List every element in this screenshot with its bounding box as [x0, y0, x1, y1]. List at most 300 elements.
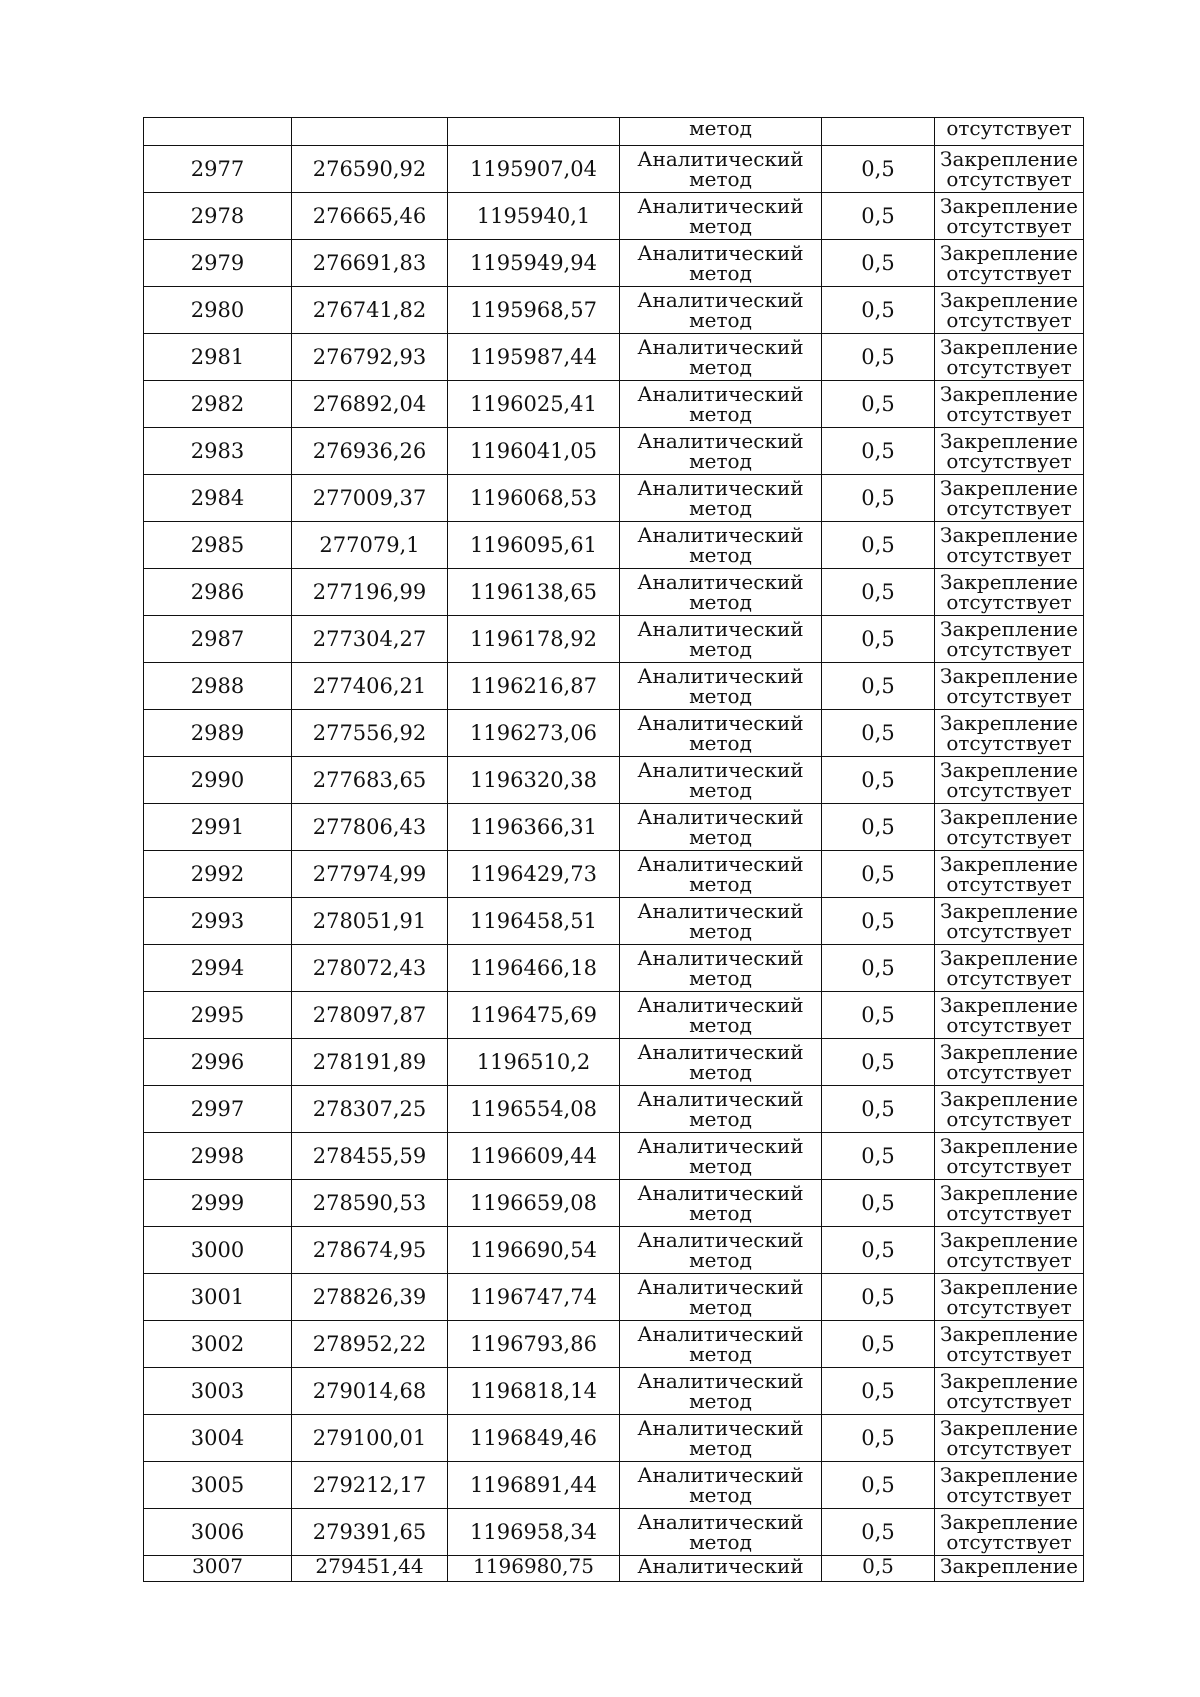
- y-coordinate-cell: [448, 1274, 620, 1321]
- point-number: 2990: [190, 768, 245, 792]
- fixing-line-2: отсутствует: [946, 731, 1072, 755]
- error-cell: [822, 1227, 935, 1274]
- error-cell: [822, 287, 935, 334]
- method-line-2: метод: [689, 1295, 752, 1319]
- y-coordinate-cell: [448, 1227, 620, 1274]
- point-number: 3007: [192, 1555, 243, 1578]
- y-coordinate: 1196320,38: [470, 768, 597, 792]
- method-line-1: Аналитический: [637, 1463, 804, 1487]
- error-value: 0,5: [861, 1003, 895, 1027]
- fixing-line-1: Закрепление: [940, 946, 1078, 970]
- y-coordinate-cell: [448, 522, 620, 569]
- y-coordinate: 1195987,44: [470, 345, 597, 369]
- error-cell: [822, 1086, 935, 1133]
- y-coordinate-cell: [448, 118, 620, 146]
- method-line-2: метод: [689, 543, 752, 567]
- table-row: [144, 757, 1084, 804]
- y-coordinate: 1196466,18: [470, 956, 597, 980]
- x-coordinate: 279100,01: [312, 1426, 427, 1450]
- fixing-cell: [935, 1039, 1084, 1086]
- point-number: 3006: [190, 1520, 245, 1544]
- error-value: 0,5: [861, 1426, 895, 1450]
- method-cell: [620, 1039, 822, 1086]
- x-coordinate: 278590,53: [312, 1191, 427, 1215]
- method-line-1: Аналитический: [637, 1087, 804, 1111]
- x-coordinate-cell: [292, 1086, 448, 1133]
- error-cell: [822, 851, 935, 898]
- fixing-line-2: отсутствует: [946, 214, 1072, 238]
- method-line-2: метод: [689, 919, 752, 943]
- method-cell: [620, 1274, 822, 1321]
- x-coordinate: 277009,37: [312, 486, 427, 510]
- point-number-cell: [144, 1274, 292, 1321]
- y-coordinate: 1195968,57: [470, 298, 597, 322]
- x-coordinate-cell: [292, 1039, 448, 1086]
- table-row: [144, 1415, 1084, 1462]
- error-value: 0,5: [861, 1238, 895, 1262]
- table-row: [144, 945, 1084, 992]
- x-coordinate-cell: [292, 710, 448, 757]
- y-coordinate-cell: [448, 1368, 620, 1415]
- method-line-2: метод: [689, 1389, 752, 1413]
- method-cell: [620, 1180, 822, 1227]
- error-cell: [822, 1321, 935, 1368]
- point-number-cell: [144, 757, 292, 804]
- x-coordinate-cell: [292, 146, 448, 193]
- fixing-line-1: Закрепление: [940, 899, 1078, 923]
- y-coordinate-cell: [448, 146, 620, 193]
- x-coordinate-cell: [292, 522, 448, 569]
- method-cell: [620, 1556, 822, 1582]
- x-coordinate: 276590,92: [312, 157, 427, 181]
- error-cell: [822, 381, 935, 428]
- y-coordinate-cell: [448, 334, 620, 381]
- method-line-1: Аналитический: [637, 1275, 804, 1299]
- x-coordinate: 278455,59: [312, 1144, 427, 1168]
- fixing-line-2: отсутствует: [946, 1483, 1072, 1507]
- y-coordinate-cell: [448, 851, 620, 898]
- fixing-line-1: Закрепление: [940, 1228, 1078, 1252]
- table-row: [144, 428, 1084, 475]
- table-row: [144, 522, 1084, 569]
- method-cell: [620, 428, 822, 475]
- fixing-line-1: Закрепление: [940, 335, 1078, 359]
- table-row: [144, 616, 1084, 663]
- point-number-cell: [144, 616, 292, 663]
- point-number: 2992: [190, 862, 245, 886]
- fixing-line-2: отсутствует: [946, 1060, 1072, 1084]
- error-value: 0,5: [861, 439, 895, 463]
- error-cell: [822, 1133, 935, 1180]
- fixing-line-2: отсутствует: [946, 1436, 1072, 1460]
- method-cell: [620, 1321, 822, 1368]
- y-coordinate: 1196475,69: [470, 1003, 597, 1027]
- method-line-2: метод: [689, 778, 752, 802]
- point-number-cell: [144, 381, 292, 428]
- error-value: 0,5: [861, 1144, 895, 1168]
- x-coordinate: 278674,95: [312, 1238, 427, 1262]
- method-line-1: Аналитический: [637, 946, 804, 970]
- y-coordinate-cell: [448, 992, 620, 1039]
- point-number-cell: [144, 1039, 292, 1086]
- error-value: 0,5: [861, 1050, 895, 1074]
- point-number: 2999: [190, 1191, 245, 1215]
- error-cell: [822, 663, 935, 710]
- fixing-cell: [935, 710, 1084, 757]
- method-line-1: Аналитический: [637, 335, 804, 359]
- table-row: [144, 1274, 1084, 1321]
- table-row: [144, 146, 1084, 193]
- point-number-cell: [144, 1180, 292, 1227]
- fixing-line-2: отсутствует: [946, 1201, 1072, 1225]
- fixing-line-2: отсутствует: [946, 684, 1072, 708]
- fixing-cell: [935, 1556, 1084, 1582]
- x-coordinate: 279391,65: [312, 1520, 427, 1544]
- point-number: 2997: [190, 1097, 245, 1121]
- fixing-cell: [935, 428, 1084, 475]
- fixing-line-2: отсутствует: [946, 1295, 1072, 1319]
- fixing-cell: [935, 1462, 1084, 1509]
- x-coordinate-cell: [292, 428, 448, 475]
- method-line-2: метод: [689, 1436, 752, 1460]
- x-coordinate-cell: [292, 1133, 448, 1180]
- table-row-cut: [144, 1556, 1084, 1582]
- x-coordinate: 278826,39: [312, 1285, 427, 1309]
- fixing-cell: [935, 1368, 1084, 1415]
- point-number: 2986: [190, 580, 245, 604]
- error-value: 0,5: [861, 815, 895, 839]
- point-number-cell: [144, 287, 292, 334]
- error-cell: [822, 804, 935, 851]
- x-coordinate: 277683,65: [312, 768, 427, 792]
- method-line-1: Аналитический: [637, 758, 804, 782]
- y-coordinate-cell: [448, 1321, 620, 1368]
- error-cell: [822, 992, 935, 1039]
- error-value: 0,5: [861, 909, 895, 933]
- point-number: 2989: [190, 721, 245, 745]
- point-number: 3000: [190, 1238, 245, 1262]
- point-number-cell: [144, 1133, 292, 1180]
- y-coordinate: 1196178,92: [470, 627, 597, 651]
- fixing-line-1: Закрепление: [940, 523, 1078, 547]
- y-coordinate: 1196659,08: [470, 1191, 597, 1215]
- method-line-2: метод: [689, 167, 752, 191]
- fixing-cell: [935, 992, 1084, 1039]
- method-line-2: метод: [689, 1013, 752, 1037]
- fixing-line-1: Закрепление: [940, 429, 1078, 453]
- y-coordinate: 1196747,74: [470, 1285, 597, 1309]
- y-coordinate-cell: [448, 757, 620, 804]
- error-cell: [822, 945, 935, 992]
- error-value: 0,5: [861, 862, 895, 886]
- y-coordinate-cell: [448, 1180, 620, 1227]
- method-line-2: метод: [689, 1154, 752, 1178]
- point-number-cell: [144, 710, 292, 757]
- point-number-cell: [144, 240, 292, 287]
- x-coordinate-cell: [292, 569, 448, 616]
- method-line-2: метод: [689, 590, 752, 614]
- x-coordinate: 276665,46: [312, 204, 427, 228]
- fixing-line-1: Закрепление: [940, 241, 1078, 265]
- table-row: [144, 1180, 1084, 1227]
- table-row: [144, 1133, 1084, 1180]
- error-cell: [822, 1556, 935, 1582]
- error-cell: [822, 334, 935, 381]
- point-number: 2982: [190, 392, 245, 416]
- method-line-2: метод: [689, 355, 752, 379]
- method-cell: [620, 1086, 822, 1133]
- table-row: [144, 851, 1084, 898]
- fixing-line-2: отсутствует: [946, 1389, 1072, 1413]
- error-value: 0,5: [861, 768, 895, 792]
- error-cell: [822, 1039, 935, 1086]
- y-coordinate-cell: [448, 1462, 620, 1509]
- x-coordinate: 279451,44: [315, 1555, 424, 1578]
- fixing-line-2: отсутствует: [946, 778, 1072, 802]
- point-number: 2995: [190, 1003, 245, 1027]
- method-cell: [620, 146, 822, 193]
- x-coordinate-cell: [292, 1227, 448, 1274]
- fixing-line-1: Закрепление: [940, 664, 1078, 688]
- fixing-line-1: Закрепление: [940, 1181, 1078, 1205]
- x-coordinate: 278191,89: [312, 1050, 427, 1074]
- point-number: 2994: [190, 956, 245, 980]
- point-number-cell: [144, 663, 292, 710]
- table-row: [144, 240, 1084, 287]
- fixing-cell: [935, 522, 1084, 569]
- x-coordinate-cell: [292, 475, 448, 522]
- point-number: 2980: [190, 298, 245, 322]
- error-value: 0,5: [862, 1555, 894, 1578]
- point-number: 2978: [190, 204, 245, 228]
- error-cell: [822, 1180, 935, 1227]
- y-coordinate-cell: [448, 240, 620, 287]
- x-coordinate-cell: [292, 381, 448, 428]
- x-coordinate-cell: [292, 851, 448, 898]
- method-line-1: Аналитический: [637, 1322, 804, 1346]
- point-number: 2979: [190, 251, 245, 275]
- x-coordinate-cell: [292, 1509, 448, 1556]
- x-coordinate: 276691,83: [312, 251, 427, 275]
- fixing-line-2: отсутствует: [946, 637, 1072, 661]
- fixing-line-2: отсутствует: [946, 167, 1072, 191]
- point-number: 2991: [190, 815, 245, 839]
- y-coordinate: 1196138,65: [470, 580, 597, 604]
- method-line-1: Аналитический: [637, 899, 804, 923]
- error-cell: [822, 1462, 935, 1509]
- method-line-1: Аналитический: [637, 288, 804, 312]
- method-line-2: метод: [689, 731, 752, 755]
- table-row: [144, 804, 1084, 851]
- fixing-line-2: отсутствует: [946, 1248, 1072, 1272]
- fixing-line-1: Закрепление: [940, 1275, 1078, 1299]
- fixing-line-2: отсутствует: [946, 308, 1072, 332]
- method-line-2: метод: [689, 825, 752, 849]
- y-coordinate: 1196429,73: [470, 862, 597, 886]
- table-row: [144, 663, 1084, 710]
- y-coordinate-cell: [448, 428, 620, 475]
- x-coordinate: 279014,68: [312, 1379, 427, 1403]
- fixing-cell: [935, 663, 1084, 710]
- x-coordinate-cell: [292, 334, 448, 381]
- method-line-2: метод: [689, 1530, 752, 1554]
- point-number-cell: [144, 569, 292, 616]
- y-coordinate: 1195949,94: [470, 251, 597, 275]
- x-coordinate-cell: [292, 804, 448, 851]
- fixing-cell: [935, 945, 1084, 992]
- x-coordinate: 277196,99: [312, 580, 427, 604]
- fixing-cell: [935, 1274, 1084, 1321]
- y-coordinate-cell: [448, 193, 620, 240]
- method-text: метод: [689, 117, 752, 140]
- x-coordinate: 278307,25: [312, 1097, 427, 1121]
- point-number: 2977: [190, 157, 245, 181]
- y-coordinate: 1196041,05: [470, 439, 597, 463]
- point-number-cell: [144, 898, 292, 945]
- y-coordinate-cell: [448, 569, 620, 616]
- method-cell: [620, 1462, 822, 1509]
- point-number: 2985: [190, 533, 245, 557]
- error-value: 0,5: [861, 674, 895, 698]
- error-value: 0,5: [861, 157, 895, 181]
- method-cell: [620, 475, 822, 522]
- x-coordinate-cell: [292, 757, 448, 804]
- point-number-cell: [144, 804, 292, 851]
- method-line-1: Аналитический: [637, 1040, 804, 1064]
- fixing-cell: [935, 118, 1084, 146]
- table-row: [144, 193, 1084, 240]
- error-value: 0,5: [861, 627, 895, 651]
- y-coordinate: 1196958,34: [470, 1520, 597, 1544]
- fixing-cell: [935, 381, 1084, 428]
- point-number-cell: [144, 945, 292, 992]
- error-value: 0,5: [861, 956, 895, 980]
- error-value: 0,5: [861, 721, 895, 745]
- method-line-2: метод: [689, 1107, 752, 1131]
- y-coordinate-cell: [448, 710, 620, 757]
- x-coordinate: 277304,27: [312, 627, 427, 651]
- point-number: 2993: [190, 909, 245, 933]
- fixing-cell: [935, 1133, 1084, 1180]
- fixing-line-1: Закрепление: [940, 147, 1078, 171]
- fixing-cell: [935, 1415, 1084, 1462]
- fixing-line-1: Закрепление: [940, 711, 1078, 735]
- x-coordinate: 277406,21: [312, 674, 427, 698]
- point-number: 3005: [190, 1473, 245, 1497]
- method-line-2: метод: [689, 1201, 752, 1225]
- error-value: 0,5: [861, 392, 895, 416]
- point-number: 3004: [190, 1426, 245, 1450]
- point-number-cell: [144, 522, 292, 569]
- y-coordinate: 1196510,2: [476, 1050, 591, 1074]
- x-coordinate-cell: [292, 1415, 448, 1462]
- x-coordinate-cell: [292, 193, 448, 240]
- error-value: 0,5: [861, 345, 895, 369]
- point-number: 3002: [190, 1332, 245, 1356]
- x-coordinate: 276936,26: [312, 439, 427, 463]
- fixing-line-2: отсутствует: [946, 825, 1072, 849]
- point-number-cell: [144, 1462, 292, 1509]
- method-line-1: Аналитический: [637, 523, 804, 547]
- point-number-cell: [144, 1321, 292, 1368]
- fixing-line-2: отсутствует: [946, 1342, 1072, 1366]
- fixing-line-1: Закрепление: [940, 1510, 1078, 1534]
- method-line-1: Аналитический: [637, 993, 804, 1017]
- method-line-2: метод: [689, 1342, 752, 1366]
- error-value: 0,5: [861, 1191, 895, 1215]
- table-row-continued: [144, 118, 1084, 146]
- x-coordinate-cell: [292, 240, 448, 287]
- fixing-line-2: отсутствует: [946, 872, 1072, 896]
- fixing-line-2: отсутствует: [946, 590, 1072, 614]
- x-coordinate: 276741,82: [312, 298, 427, 322]
- point-number-cell: [144, 1368, 292, 1415]
- fixing-line-2: отсутствует: [946, 1107, 1072, 1131]
- y-coordinate: 1196216,87: [470, 674, 597, 698]
- error-cell: [822, 522, 935, 569]
- point-number: 2998: [190, 1144, 245, 1168]
- fixing-line-2: отсутствует: [946, 1013, 1072, 1037]
- method-cell: [620, 1133, 822, 1180]
- method-line-1: Аналитический: [637, 1416, 804, 1440]
- method-line-1: Аналитический: [637, 147, 804, 171]
- x-coordinate: 277556,92: [312, 721, 427, 745]
- y-coordinate: 1196554,08: [470, 1097, 597, 1121]
- coordinates-table: [143, 117, 1084, 1582]
- error-value: 0,5: [861, 486, 895, 510]
- method-cell: [620, 1509, 822, 1556]
- y-coordinate: 1196690,54: [470, 1238, 597, 1262]
- y-coordinate: 1196818,14: [470, 1379, 597, 1403]
- table-row: [144, 334, 1084, 381]
- x-coordinate-cell: [292, 898, 448, 945]
- y-coordinate-cell: [448, 663, 620, 710]
- fixing-cell: [935, 898, 1084, 945]
- point-number: 2981: [190, 345, 245, 369]
- method-line-2: метод: [689, 637, 752, 661]
- x-coordinate-cell: [292, 1462, 448, 1509]
- table-row: [144, 381, 1084, 428]
- point-number-cell: [144, 1086, 292, 1133]
- fixing-line-1: Закрепление: [940, 194, 1078, 218]
- table-row: [144, 710, 1084, 757]
- y-coordinate: 1196068,53: [470, 486, 597, 510]
- y-coordinate: 1196793,86: [470, 1332, 597, 1356]
- table-row: [144, 1509, 1084, 1556]
- error-value: 0,5: [861, 1520, 895, 1544]
- method-cell: [620, 757, 822, 804]
- fixing-line-2: отсутствует: [946, 966, 1072, 990]
- x-coordinate-cell: [292, 118, 448, 146]
- x-coordinate-cell: [292, 616, 448, 663]
- y-coordinate-cell: [448, 1509, 620, 1556]
- table-row: [144, 287, 1084, 334]
- error-cell: [822, 898, 935, 945]
- point-number: 2984: [190, 486, 245, 510]
- fixing-cell: [935, 569, 1084, 616]
- y-coordinate: 1196025,41: [470, 392, 597, 416]
- y-coordinate: 1196458,51: [470, 909, 597, 933]
- method-line-1: Аналитический: [637, 1369, 804, 1393]
- method-cell: [620, 663, 822, 710]
- y-coordinate-cell: [448, 616, 620, 663]
- method-cell: [620, 569, 822, 616]
- y-coordinate-cell: [448, 804, 620, 851]
- x-coordinate: 278051,91: [312, 909, 427, 933]
- fixing-text: отсутствует: [946, 117, 1072, 140]
- point-number-cell: [144, 1415, 292, 1462]
- method-line-1: Аналитический: [637, 711, 804, 735]
